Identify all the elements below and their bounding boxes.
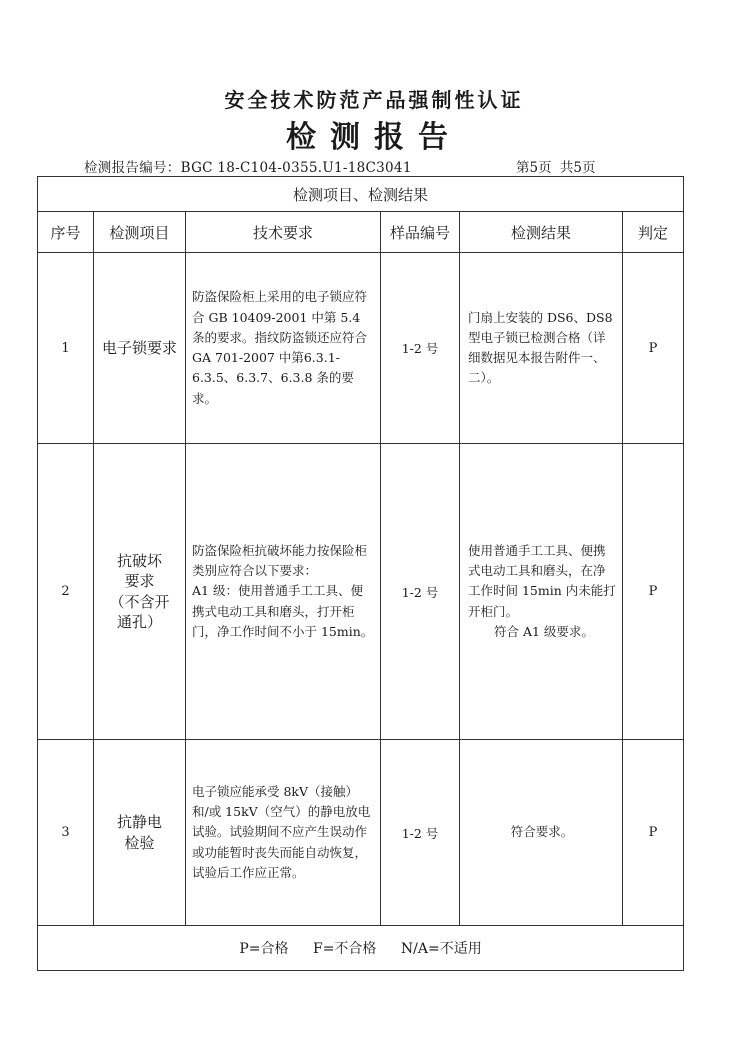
sample-number: 1-2 号 [381, 740, 460, 926]
legend-na: N/A=不适用 [400, 941, 482, 957]
page-current: 第5页 [516, 160, 552, 176]
test-result: 符合要求。 [460, 740, 623, 926]
report-number: 检测报告编号：BGC 18-C104-0355.U1-18C3041 [84, 160, 412, 176]
technical-requirement: 防盗保险柜抗破坏能力按保险柜类别应符合以下要求： A1 级：使用普通手工工具、便携式电动工具和磨头，打开柜门，净工作时间不小于 15min。 [186, 444, 381, 740]
report-title: 检测报告 [286, 120, 462, 155]
table-caption: 检测项目、检测结果 [38, 177, 684, 212]
test-item: 抗静电 检验 [94, 740, 186, 926]
test-item: 抗破坏 要求 （不含开 通孔） [94, 444, 186, 740]
test-result: 使用普通手工工具、便携式电动工具和磨头，在净工作时间 15min 内未能打开柜门。 [468, 542, 616, 619]
table-header-row [38, 212, 684, 253]
row-number: 3 [38, 740, 94, 926]
column-header: 判定 [623, 212, 684, 253]
page-indicator [512, 156, 595, 176]
test-result: 门扇上安装的 DS6、DS8 型电子锁已检测合格（详细数据见本报告附件一、二）。 [460, 253, 623, 444]
legend-fail: F=不合格 [312, 941, 377, 957]
column-header: 检测项目 [94, 212, 186, 253]
table-row [38, 253, 684, 444]
technical-requirement: 防盗保险柜上采用的电子锁应符合 GB 10409-2001 中第 5.4 条的要求。指纹防盗锁还应符合 GA 701-2007 中第6.3.1-6.3.5、6.3.7、6.3.8 条的要求。 [186, 253, 381, 444]
verdict: P [623, 444, 684, 740]
results-table [37, 176, 684, 971]
column-header: 技术要求 [186, 212, 381, 253]
test-result-cell [460, 444, 623, 740]
table-row [38, 444, 684, 740]
technical-requirement: 电子锁应能承受 8kV（接触）和/或 15kV（空气）的静电放电试验。试验期间不应产生误动作或功能暂时丧失而能自动恢复，试验后工作应正常。 [186, 740, 381, 926]
verdict: P [623, 253, 684, 444]
column-header: 序号 [38, 212, 94, 253]
verdict: P [623, 740, 684, 926]
legend-pass: P=合格 [239, 941, 289, 957]
row-number: 1 [38, 253, 94, 444]
test-result-conclusion: 符合 A1 级要求。 [494, 623, 594, 639]
column-header: 样品编号 [381, 212, 460, 253]
table-row [38, 740, 684, 926]
verdict-legend [38, 926, 684, 971]
page-total: 共5页 [559, 160, 596, 176]
column-header: 检测结果 [460, 212, 623, 253]
sample-number: 1-2 号 [381, 444, 460, 740]
row-number: 2 [38, 444, 94, 740]
test-item: 电子锁要求 [94, 253, 186, 444]
report-supertitle: 安全技术防范产品强制性认证 [224, 88, 524, 112]
sample-number: 1-2 号 [381, 253, 460, 444]
